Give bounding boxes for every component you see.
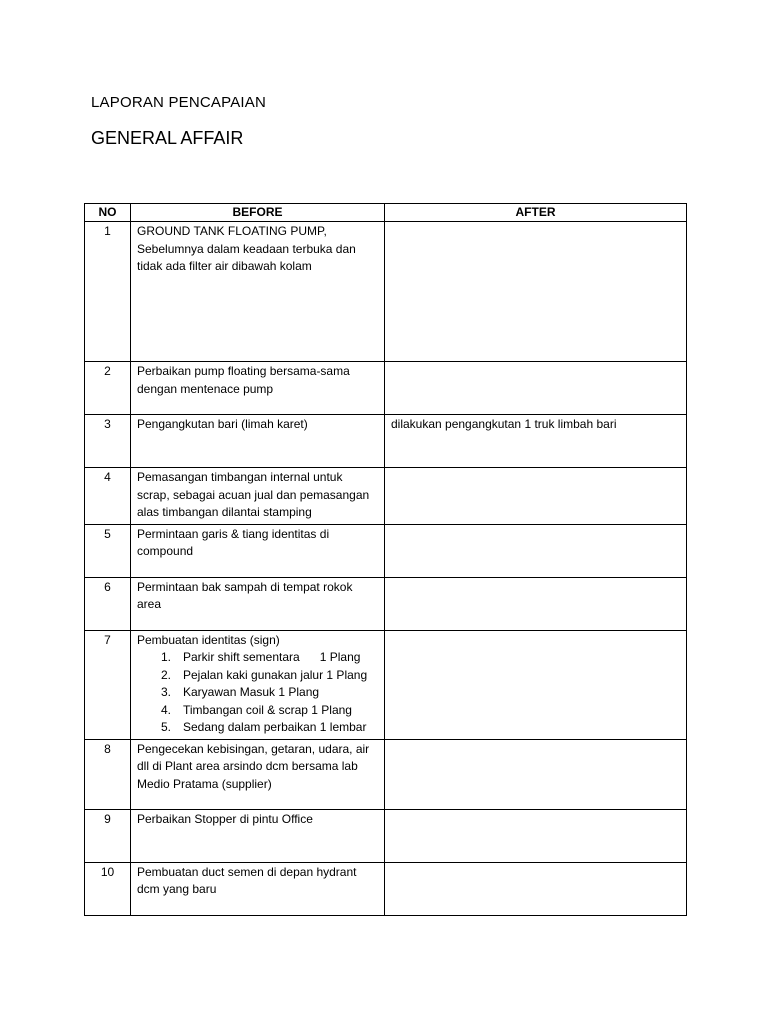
cell-no: 7 [85, 630, 131, 739]
list-item-number: 5. [161, 720, 172, 734]
cell-before-text: Permintaan garis & tiang identitas di compound [137, 526, 330, 558]
list-item-number: 1. [161, 650, 172, 664]
cell-before [131, 630, 385, 739]
cell-after [385, 362, 687, 415]
header-before: BEFORE [131, 204, 385, 222]
table-row [85, 524, 687, 577]
table-row [85, 739, 687, 809]
cell-before-text: Perbaikan Stopper di pintu Office [137, 811, 313, 826]
list-item-number: 4. [161, 702, 172, 717]
table-row [85, 415, 687, 468]
table-row [85, 862, 687, 915]
table-row [85, 362, 687, 415]
list-item-text: Sedang dalam perbaikan 1 lembar [183, 720, 367, 734]
list-item-text: Pejalan kaki gunakan jalur 1 Plang [183, 667, 368, 682]
cell-after [385, 630, 687, 739]
table-row [85, 577, 687, 630]
achievement-table [84, 203, 687, 916]
cell-before-text: Pemasangan timbangan internal untuk scrap, sebagai acuan jual dan pemasangan alas timbangan dilantai stamping [137, 470, 370, 519]
cell-after [385, 468, 687, 525]
list-item-number: 2. [161, 667, 172, 682]
document-title: LAPORAN PENCAPAIAN [91, 94, 267, 111]
list-item-text: Timbangan coil & scrap 1 Plang [183, 702, 352, 717]
cell-before [131, 739, 385, 809]
cell-before [131, 862, 385, 915]
cell-before-text: Pembuatan duct semen di depan hydrant dcm yang baru [137, 864, 357, 896]
table-row [85, 630, 687, 739]
list-item [161, 667, 378, 685]
cell-no: 2 [85, 362, 131, 415]
table-row [85, 468, 687, 525]
table-header-row [85, 204, 687, 222]
cell-before-text: Pembuatan identitas (sign) [137, 632, 280, 647]
cell-after [385, 524, 687, 577]
list-item [161, 649, 378, 667]
list-item-text: Karyawan Masuk 1 Plang [183, 685, 320, 699]
cell-no: 5 [85, 524, 131, 577]
cell-after [385, 577, 687, 630]
table-row [85, 222, 687, 362]
list-item [161, 719, 378, 737]
cell-after: dilakukan pengangkutan 1 truk limbah bari [385, 415, 687, 468]
cell-no: 9 [85, 809, 131, 862]
cell-before [131, 415, 385, 468]
cell-no: 10 [85, 862, 131, 915]
sign-list [137, 649, 378, 737]
cell-before-text: Pengecekan kebisingan, getaran, udara, air dll di Plant area arsindo dcm bersama lab Medio Pratama (supplier) [137, 741, 370, 791]
cell-before [131, 524, 385, 577]
cell-no: 6 [85, 577, 131, 630]
header-after: AFTER [385, 204, 687, 222]
cell-after [385, 809, 687, 862]
cell-before [131, 362, 385, 415]
document-subtitle: GENERAL AFFAIR [91, 128, 244, 148]
cell-before [131, 222, 385, 362]
table-row [85, 809, 687, 862]
cell-before [131, 809, 385, 862]
cell-before-text: Perbaikan pump floating bersama-sama dengan mentenace pump [137, 364, 350, 396]
cell-after [385, 862, 687, 915]
cell-before [131, 468, 385, 525]
list-item [161, 684, 378, 702]
list-item-number: 3. [161, 685, 172, 699]
list-item [161, 702, 378, 720]
list-item-text: Parkir shift sementara 1 Plang [183, 650, 361, 664]
cell-after [385, 739, 687, 809]
cell-no: 8 [85, 739, 131, 809]
cell-no: 4 [85, 468, 131, 525]
cell-before-text: Permintaan bak sampah di tempat rokok area [137, 579, 353, 611]
cell-after [385, 222, 687, 362]
header-no: NO [85, 204, 131, 222]
cell-before [131, 577, 385, 630]
cell-before-text: GROUND TANK FLOATING PUMP, Sebelumnya dalam keadaan terbuka dan tidak ada filter air dibawah kolam [137, 224, 356, 273]
cell-no: 1 [85, 222, 131, 362]
cell-no: 3 [85, 415, 131, 468]
table-body [85, 222, 687, 916]
cell-before-text: Pengangkutan bari (limah karet) [137, 417, 308, 431]
